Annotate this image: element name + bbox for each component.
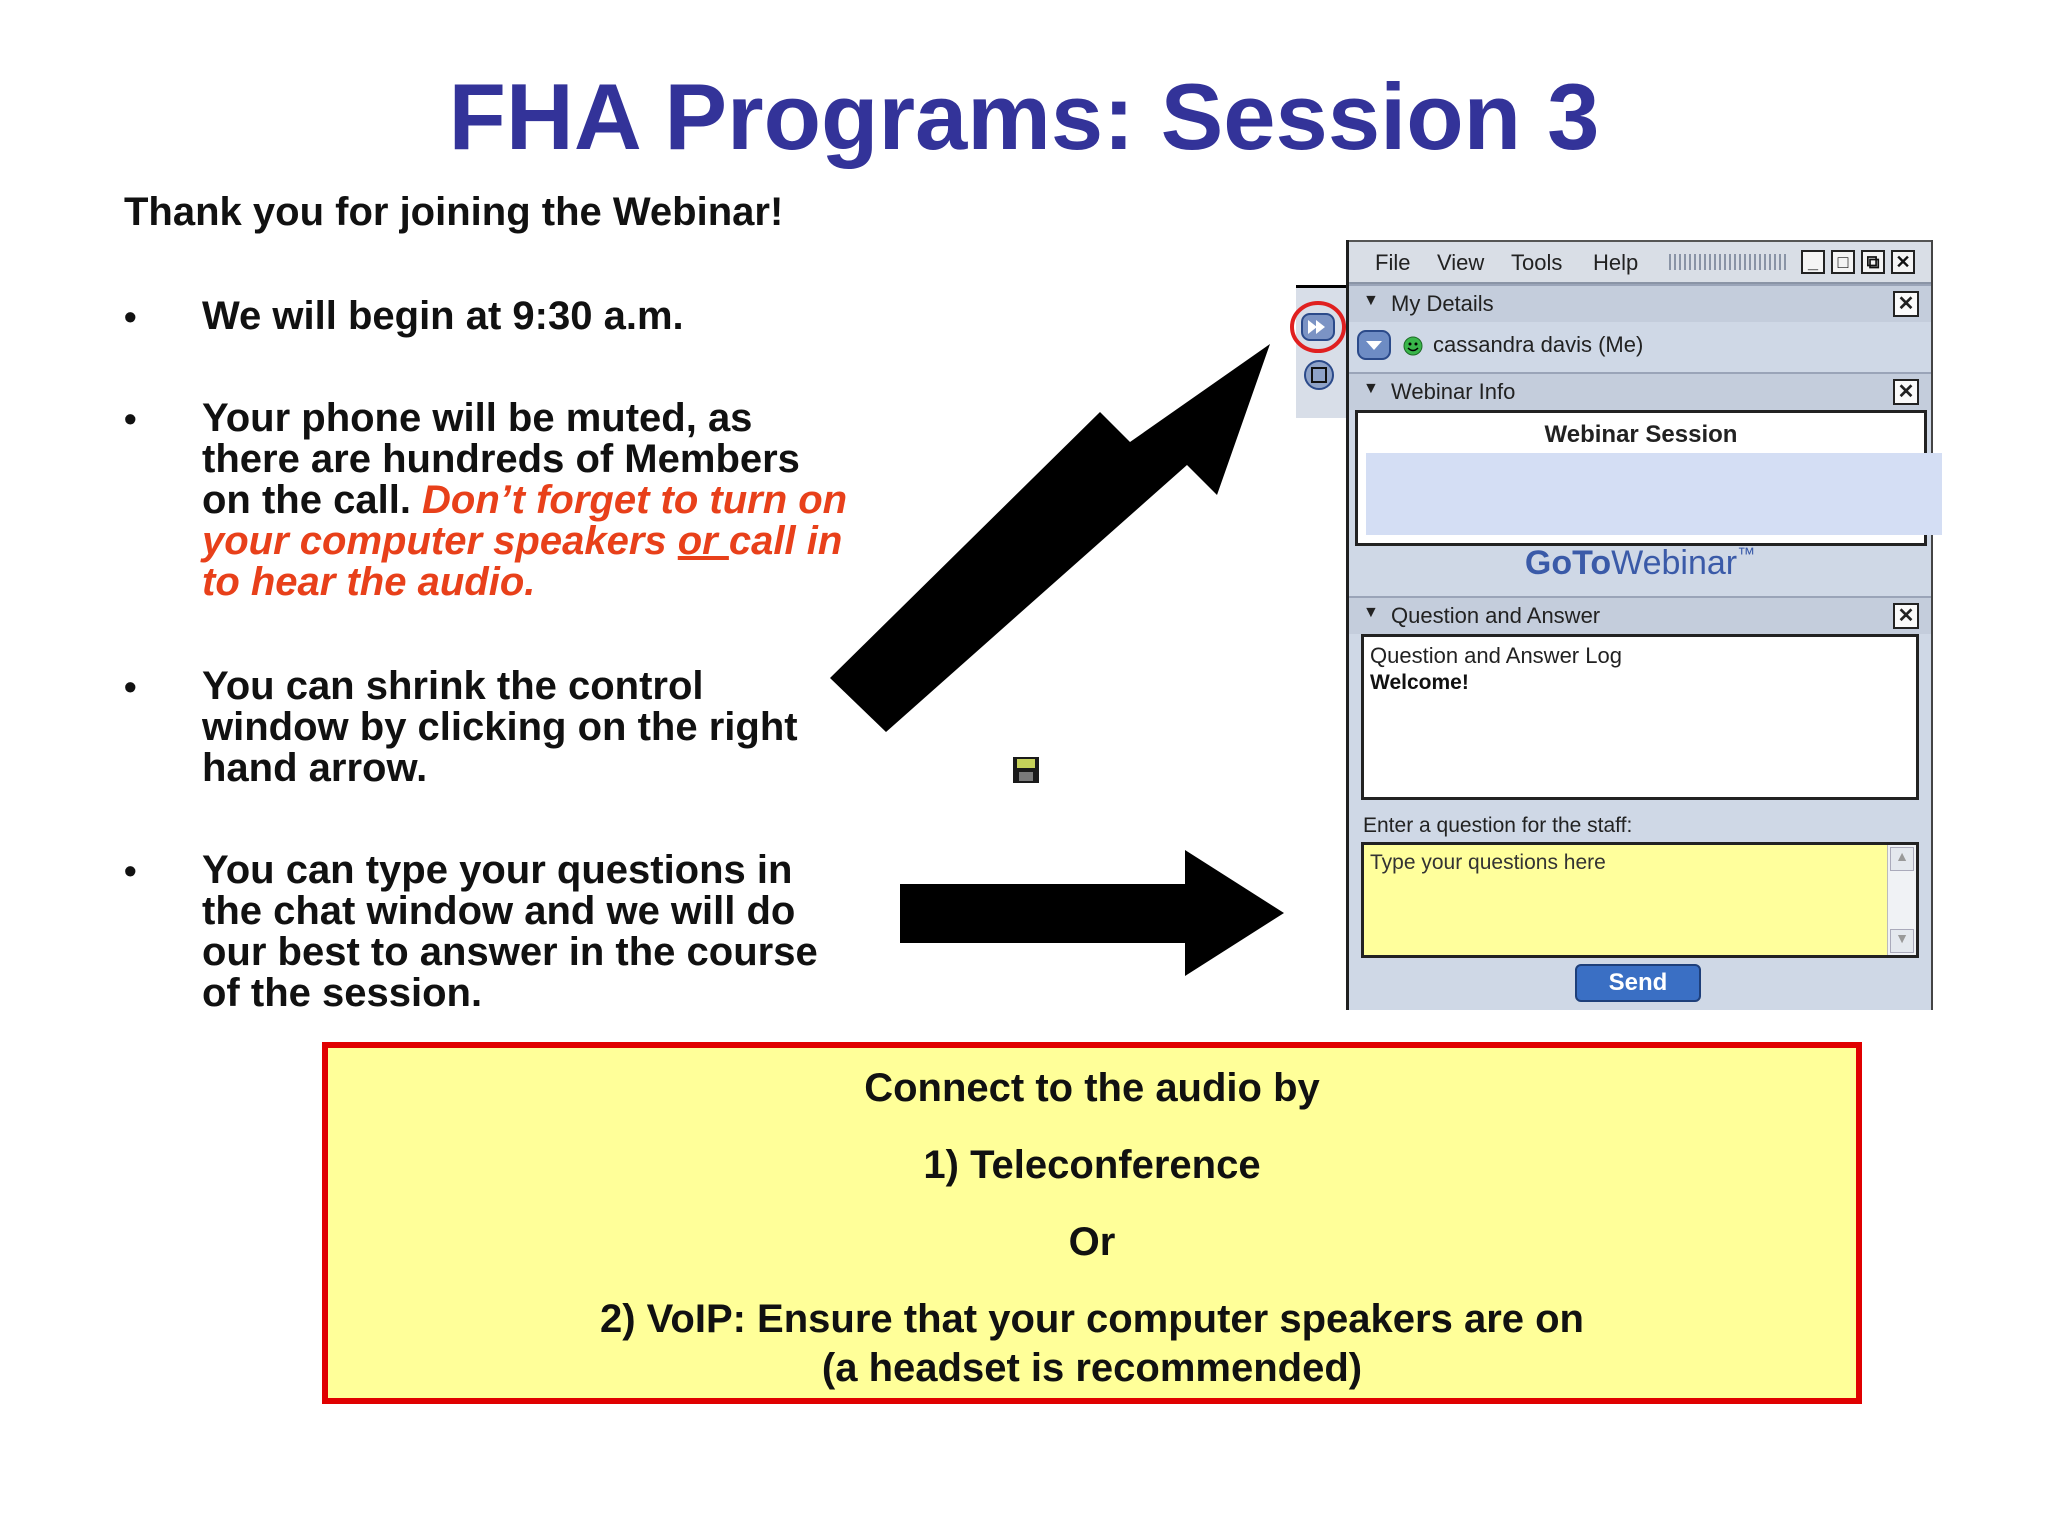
redacted-dial-in-info bbox=[1366, 453, 1942, 535]
gotowebinar-logo: GoToWebinar™ bbox=[1524, 544, 1756, 582]
audio-line-3: Or bbox=[1068, 1220, 1116, 1264]
qa-log[interactable] bbox=[1361, 634, 1919, 800]
restore-window-button[interactable] bbox=[1302, 358, 1336, 392]
diagonal-arrow-icon bbox=[830, 330, 1290, 760]
bullet-3-line-3: hand arrow. bbox=[202, 746, 428, 790]
menu-help[interactable]: Help bbox=[1593, 250, 1639, 275]
menu-file[interactable]: File bbox=[1375, 250, 1411, 275]
qa-welcome-message: Welcome! bbox=[1370, 671, 1469, 694]
save-disk-icon bbox=[1012, 756, 1040, 784]
my-details-title: My Details bbox=[1391, 291, 1494, 316]
close-section-icon[interactable]: ✕ bbox=[1893, 379, 1919, 405]
drag-grip[interactable] bbox=[1669, 254, 1789, 270]
bullet-dot: • bbox=[124, 666, 137, 707]
qa-header[interactable] bbox=[1349, 596, 1931, 634]
question-placeholder: Type your questions here bbox=[1370, 851, 1606, 874]
speaker-reminder-3: call in bbox=[728, 519, 843, 563]
webinar-session-title: Webinar Session bbox=[1544, 421, 1738, 448]
bullet-dot: • bbox=[124, 850, 137, 891]
webinar-info-header[interactable] bbox=[1349, 372, 1931, 410]
shrink-arrow-button[interactable] bbox=[1288, 296, 1350, 358]
smiley-status-icon bbox=[1403, 336, 1423, 356]
my-details-header[interactable] bbox=[1349, 284, 1931, 322]
bullet-4-line-3: our best to answer in the course bbox=[202, 930, 818, 974]
bullet-3-line-1: You can shrink the control bbox=[202, 664, 704, 708]
bullet-3-line-2: window by clicking on the right bbox=[202, 705, 798, 749]
bullet-4-line-2: the chat window and we will do bbox=[202, 889, 796, 933]
bullet-2-line-1: Your phone will be muted, as bbox=[202, 396, 753, 440]
speaker-reminder-4: to hear the audio. bbox=[202, 560, 536, 604]
webinar-info-box bbox=[1355, 410, 1927, 546]
send-button[interactable]: Send bbox=[1575, 964, 1701, 1002]
audio-line-5: (a headset is recommended) bbox=[821, 1346, 1363, 1390]
scroll-down-icon[interactable]: ▼ bbox=[1890, 929, 1914, 953]
audio-line-2: 1) Teleconference bbox=[923, 1143, 1261, 1187]
right-arrow-icon bbox=[900, 850, 1290, 980]
bullet-2-line-3: on the call. bbox=[202, 478, 423, 522]
attendee-name: cassandra davis (Me) bbox=[1433, 332, 1644, 357]
slide-title: FHA Programs: Session 3 bbox=[448, 64, 1600, 169]
my-details-row bbox=[1349, 322, 1931, 370]
gotowebinar-control-panel bbox=[1346, 240, 1933, 1010]
dropdown-icon[interactable] bbox=[1357, 330, 1391, 360]
question-input[interactable] bbox=[1361, 842, 1919, 958]
close-section-icon[interactable]: ✕ bbox=[1893, 291, 1919, 317]
panel-menubar bbox=[1349, 240, 1931, 284]
audio-line-4: 2) VoIP: Ensure that your computer speakers are on bbox=[600, 1297, 1584, 1341]
question-scrollbar[interactable] bbox=[1887, 845, 1916, 955]
qa-log-title: Question and Answer Log bbox=[1370, 643, 1622, 668]
speaker-reminder-or: or bbox=[677, 519, 729, 563]
qa-title: Question and Answer bbox=[1391, 603, 1601, 628]
bullet-dot: • bbox=[124, 398, 137, 439]
popout-button[interactable]: ⧉ bbox=[1861, 250, 1885, 274]
scroll-up-icon[interactable]: ▲ bbox=[1890, 847, 1914, 871]
audio-line-1: Connect to the audio by bbox=[864, 1066, 1320, 1110]
collapse-triangle-icon: ▼ bbox=[1363, 380, 1379, 397]
bullet-4-line-1: You can type your questions in bbox=[202, 848, 793, 892]
minimize-button[interactable]: _ bbox=[1801, 250, 1825, 274]
webinar-info-title: Webinar Info bbox=[1391, 379, 1516, 404]
maximize-button[interactable]: □ bbox=[1831, 250, 1855, 274]
bullet-1-text: We will begin at 9:30 a.m. bbox=[202, 294, 684, 338]
intro-text: Thank you for joining the Webinar! bbox=[124, 190, 784, 234]
audio-instructions-box bbox=[322, 1042, 1862, 1404]
speaker-reminder-2: your computer speakers bbox=[202, 519, 678, 563]
close-section-icon[interactable]: ✕ bbox=[1893, 603, 1919, 629]
bullet-4-line-4: of the session. bbox=[202, 971, 483, 1015]
question-prompt: Enter a question for the staff: bbox=[1363, 814, 1633, 837]
bullet-dot: • bbox=[124, 296, 137, 337]
speaker-reminder-1: Don’t forget to turn on bbox=[422, 478, 848, 522]
menu-tools[interactable]: Tools bbox=[1511, 250, 1563, 275]
collapse-triangle-icon: ▼ bbox=[1363, 604, 1379, 621]
menu-view[interactable]: View bbox=[1437, 250, 1485, 275]
close-button[interactable]: ✕ bbox=[1891, 250, 1915, 274]
bullet-2-line-2: there are hundreds of Members bbox=[202, 437, 800, 481]
collapse-triangle-icon: ▼ bbox=[1363, 292, 1379, 309]
panel-side-handle bbox=[1296, 285, 1346, 418]
